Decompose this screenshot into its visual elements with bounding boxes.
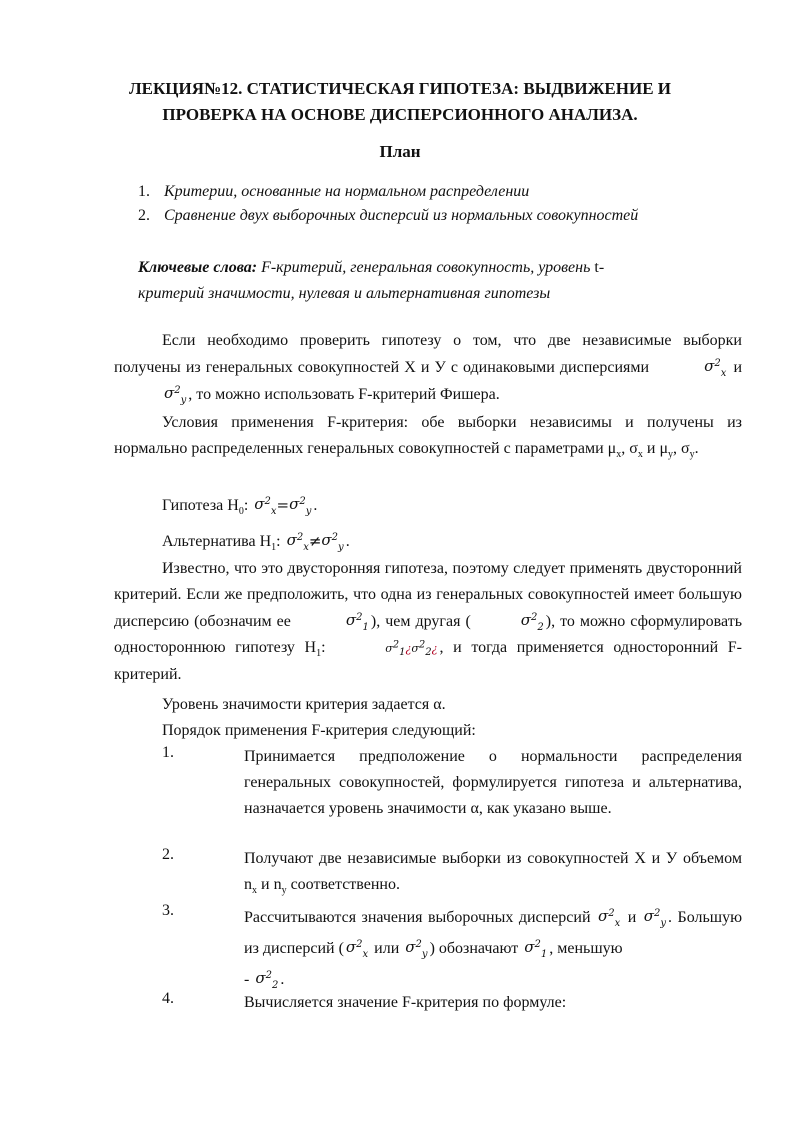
subscript: 1 (399, 647, 406, 659)
subscript: y (668, 449, 674, 461)
sigma-2-squared (473, 608, 544, 634)
superscript: 2 (654, 908, 661, 919)
sigma-symbol: σ (524, 938, 535, 956)
superscript: 2 (392, 639, 400, 651)
sigma-x-squared (656, 354, 726, 380)
subscript: y (421, 949, 428, 960)
superscript: 2 (418, 639, 426, 651)
paragraph-two-sided: Известно, что это двусторонняя гипотеза, поэтому следует применять двусторонний критерий. Если же предположить, что одна из генеральных совокупностей имеет большую дисперсию (обозначим ее $\sigma^2_1$ ), чем другая ( $\sigma^2_2$ ), то можно сформулировать одностороннюю гипотезу $H_1$: $\sigma^2_1¿\sigma^2_2¿$ , и тогда применяется односторонний F-критерий. (114, 560, 743, 683)
title-line-2: ПРОВЕРКА НА ОСНОВЕ ДИСПЕРСИОННОГО АНАЛИЗА. (162, 105, 638, 124)
sigma-symbol: σ (254, 495, 265, 513)
plan-list (138, 180, 638, 228)
paragraph-conditions (114, 410, 742, 462)
subscript: 2 (537, 622, 544, 633)
sigma-y-squared (405, 933, 427, 963)
alternative-label: Альтернатива H (162, 533, 272, 550)
step-3-text-c: ) обозначают (429, 940, 519, 957)
sigma-symbol: σ (255, 969, 266, 987)
broken-symbol: ¿ (405, 642, 412, 655)
dot: . (668, 909, 673, 926)
superscript: 2 (174, 385, 181, 396)
p2-text: Условия применения F-критерия: обе выборки независимы и получены из нормально распределенных генеральных совокупностей с параметрами μ (114, 414, 742, 457)
sigma-x-squared (598, 902, 620, 932)
plan-item-text: Сравнение двух выборочных дисперсий из нормальных совокупностей (164, 207, 639, 224)
equals-sign: = (276, 496, 290, 514)
p3-text-3: ), то можно сформулировать одностороннюю гипотезу H (114, 613, 742, 656)
broken-symbol: ¿ (431, 642, 438, 655)
keywords-t: t- (594, 259, 605, 276)
subscript: x (720, 368, 727, 379)
p2-sigma: σ (629, 440, 638, 457)
p2-comma: , (621, 440, 626, 457)
sigma-symbol: σ (385, 642, 393, 655)
sigma-symbol: σ (164, 384, 175, 402)
dot: . (280, 971, 285, 988)
p2-and-mu: и μ (642, 440, 669, 457)
step-3-text-a: Рассчитываются значения выборочных дисперсий (244, 909, 591, 926)
subscript: x (614, 918, 621, 929)
step-number: 4. (162, 990, 174, 1007)
p1-text: Если необходимо проверить гипотезу о том, что две независимые выборки получены из генеральных совокупностей X и У с одинаковыми дисперсиями (114, 332, 742, 376)
sigma-symbol: σ (520, 611, 532, 629)
alternative-hypothesis (162, 528, 350, 555)
sigma-symbol: σ (597, 907, 609, 925)
superscript: 2 (531, 612, 538, 623)
superscript: 2 (356, 612, 363, 623)
sigma-symbol: σ (286, 531, 297, 549)
step-3-dash: - (244, 971, 250, 988)
paragraph-fisher (114, 328, 742, 408)
sigma-symbol: σ (643, 907, 654, 925)
subscript: x (270, 506, 277, 517)
sigma-y-squared (116, 381, 186, 407)
order-heading: Порядок применения F-критерия следующий: (162, 722, 476, 739)
plan-heading: План (379, 142, 421, 161)
keywords-label: Ключевые слова: (138, 259, 258, 276)
superscript: 2 (264, 496, 271, 507)
superscript: 2 (608, 908, 615, 919)
superscript: 2 (299, 496, 306, 507)
formula-one-sided (337, 636, 437, 662)
keywords-text-2: критерий значимости, нулевая и альтернативная гипотезы (138, 285, 551, 302)
plan-item (138, 180, 638, 204)
hypothesis-label: Гипотеза H (162, 497, 239, 514)
step-text (244, 902, 742, 995)
not-equal-sign: ≠ (308, 532, 322, 550)
subscript: x (616, 449, 622, 461)
subscript: x (252, 885, 257, 897)
subscript: 1 (362, 622, 369, 633)
title-line-1: ЛЕКЦИЯ№12. СТАТИСТИЧЕСКАЯ ГИПОТЕЗА: ВЫДВИЖЕНИЕ И (128, 79, 672, 98)
p2-comma: , (673, 440, 678, 457)
subscript: 0 (238, 506, 244, 518)
step-3-and: и (627, 909, 637, 926)
step-3-text-d: , меньшую (549, 940, 623, 957)
subscript: x (637, 449, 643, 461)
sigma-y-squared (644, 902, 666, 932)
superscript: 2 (265, 970, 272, 981)
subscript: y (689, 449, 695, 461)
superscript: 2 (714, 358, 721, 369)
step-2-text-a: Получают две независимые выборки из совокупностей X и У объемом n (244, 850, 742, 893)
subscript: 1 (316, 648, 322, 660)
subscript: y (305, 506, 312, 517)
superscript: 2 (356, 939, 363, 950)
superscript: 2 (415, 939, 422, 950)
sigma-symbol: σ (345, 938, 357, 956)
sigma-symbol: σ (321, 531, 332, 549)
plan-item-number: 2. (138, 207, 150, 224)
subscript: y (281, 885, 287, 897)
plan-item (138, 204, 638, 228)
subscript: y (338, 542, 344, 553)
sigma-x-squared (346, 933, 368, 963)
p1-and: и (733, 359, 743, 376)
step-text: Вычисляется значение F-критерия по формуле: (244, 994, 567, 1011)
keywords (138, 255, 738, 307)
sigma-symbol: σ (289, 495, 300, 513)
plan-item-number: 1. (138, 183, 150, 200)
lecture-title (100, 76, 700, 128)
superscript: 2 (296, 532, 304, 543)
significance-level: Уровень значимости критерия задается α. (162, 696, 446, 713)
formula-h0 (254, 492, 311, 518)
subscript: 2 (425, 647, 432, 659)
step-number: 2. (162, 846, 174, 863)
p3-text-4: , и тогда применяется односторонний F-критерий. (114, 639, 743, 683)
p1-text-end: , то можно использовать F-критерий Фишера. (188, 386, 500, 403)
step-3-or: или (374, 940, 400, 957)
formula-h1 (287, 528, 344, 554)
subscript: y (180, 395, 187, 406)
step-2-text-b: и n (257, 876, 282, 893)
sigma-symbol: σ (405, 938, 416, 956)
subscript: x (362, 949, 369, 960)
subscript: 1 (271, 542, 277, 554)
p2-end: . (694, 440, 699, 457)
sigma-symbol: σ (411, 642, 419, 655)
step-text: Принимается предположение о нормальности распределения генеральных совокупностей, формулируется гипотеза и альтернатива, назначается уровень значимости α, как указано выше. (244, 748, 742, 817)
superscript: 2 (534, 939, 541, 950)
subscript: y (660, 918, 667, 929)
sigma-1-squared (298, 608, 369, 634)
p3-text: Известно, что это двусторонняя гипотеза, поэтому следует применять двусторонний критерий. Если же предположить, что одна из генеральных совокупностей имеет большую дисперсию (обозначим ее (114, 560, 742, 630)
step-number: 1. (162, 744, 174, 761)
step-text (244, 846, 742, 898)
colon: : (243, 497, 249, 514)
p3-text-2: ), чем другая ( (370, 613, 471, 630)
plan-item-text: Критерии, основанные на нормальном распределении (164, 183, 530, 200)
superscript: 2 (331, 532, 339, 543)
sigma-1-squared (524, 933, 547, 963)
sigma-symbol: σ (704, 357, 715, 375)
subscript: x (303, 542, 309, 553)
dot: . (345, 533, 350, 550)
null-hypothesis (162, 492, 317, 519)
keywords-text: F-критерий, генеральная совокупность, уровень (257, 259, 595, 276)
step-number: 3. (162, 902, 174, 919)
subscript: 1 (540, 949, 548, 960)
subscript: 2 (271, 980, 279, 991)
dot: . (313, 497, 318, 514)
sigma-symbol: σ (345, 611, 357, 629)
step-3-text-b: Большую из дисперсий ( (244, 909, 743, 957)
colon: : (276, 533, 281, 550)
p2-sigma: σ (681, 440, 690, 457)
step-2-text-c: соответственно. (286, 876, 400, 893)
